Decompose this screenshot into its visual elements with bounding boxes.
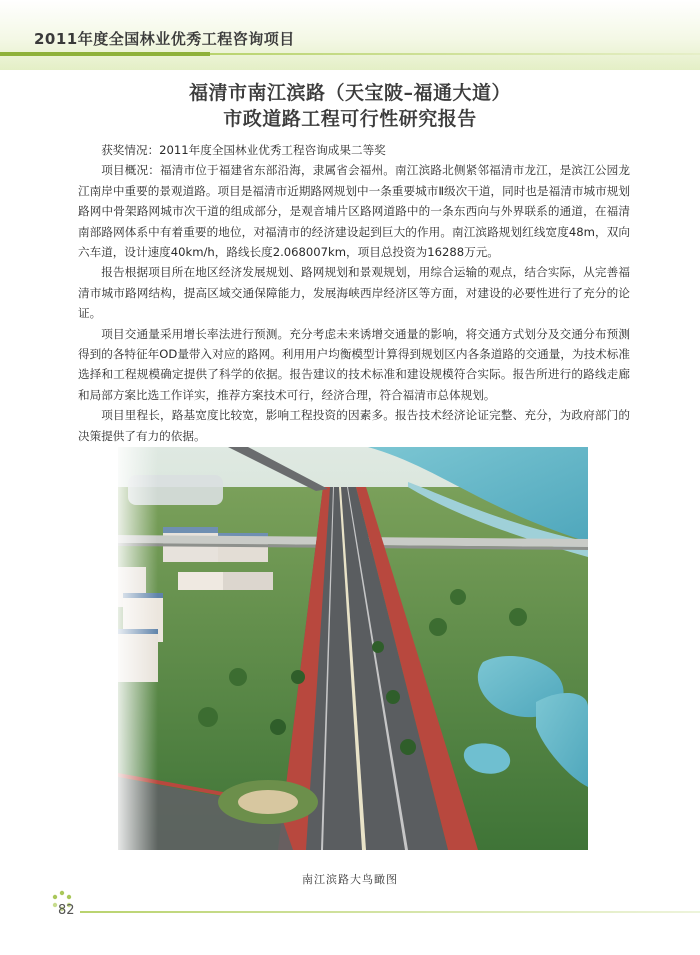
aerial-rendering-image (118, 447, 588, 850)
paragraph-traffic: 项目交通量采用增长率法进行预测。充分考虑未来诱增交通量的影响，将交通方式划分及交通分布预测得到的各特征年OD量带入对应的路网。利用用户均衡模型计算得到规划区内各条道路的交通量，为技术标准选择和工程规模确定提供了科学的依据。报告建议的技术标准和建设规模符合实际。报告所进行的路线走廊和局部方案比选工作详实，推荐方案技术可行，经济合理，符合福清市总体规划。 (78, 326, 630, 402)
footer-rule (80, 911, 700, 913)
award-line: 获奖情况：2011年度全国林业优秀工程咨询成果二等奖 (101, 143, 386, 157)
header-rule (210, 53, 700, 55)
paragraph-necessity: 报告根据项目所在地区经济发展规划、路网规划和景观规划，用综合运输的观点，结合实际，从完善福清市城市路网结构，提高区域交通保障能力，发展海峡西岸经济区等方面，对建设的必要性进行了充分的论证。 (78, 265, 630, 321)
article-body (78, 140, 630, 446)
figure-caption: 南江滨路大鸟瞰图 (302, 873, 398, 886)
page-number: 82 (58, 903, 75, 918)
paragraph-overview: 项目概况：福清市位于福建省东部沿海，隶属省会福州。南江滨路北侧紧邻福清市龙江，是滨江公园龙江南岸中重要的景观道路。项目是福清市近期路网规划中一条重要城市Ⅱ级次干道，同时也是福清市城市规划路网中骨架路网城市次干道的组成部分，是观音埔片区路网道路中的一条东西向与外界联系的通道，在福清南部路网体系中有着重要的地位，对福清市的经济建设起到巨大的作用。南江滨路规划红线宽度48m，双向六车道，设计速度40km/h，路线长度2.068007km，项目总投资为16288万元。 (78, 163, 630, 260)
header-rule-accent (0, 52, 210, 56)
article-title-line-1: 福清市南江滨路（天宝陂–福通大道） (188, 82, 511, 104)
article-title-line-2: 市政道路工程可行性研究报告 (223, 108, 477, 130)
paragraph-conclusion: 项目里程长，路基宽度比较宽，影响工程投资的因素多。报告技术经济论证完整、充分，为政府部门的决策提供了有力的依据。 (78, 408, 630, 443)
running-header: 2011年度全国林业优秀工程咨询项目 (34, 30, 295, 48)
